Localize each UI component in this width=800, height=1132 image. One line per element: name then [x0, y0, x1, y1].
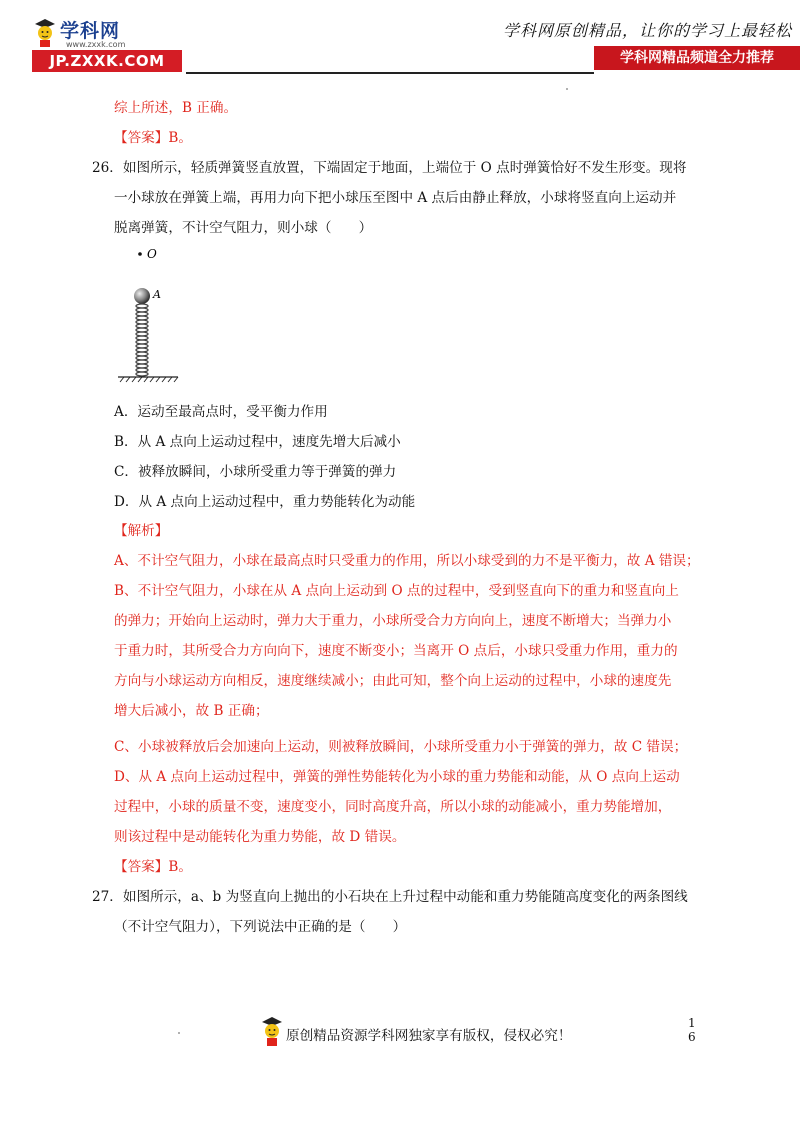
q26-stem-line-2: 一小球放在弹簧上端，再用力向下把小球压至图中 A 点后由静止释放，小球将竖直向上运动并 [114, 190, 677, 206]
q27-stem-line-2: （不计空气阻力），下列说法中正确的是（ ） [114, 919, 407, 935]
analysis-line: D、从 A 点向上运动过程中，弹簧的弹性势能转化为小球的重力势能和动能，从 O 点向上运动 [114, 769, 680, 785]
q26-answer: 【答案】B。 [114, 859, 192, 875]
prev-conclusion: 综上所述，B 正确。 [114, 100, 238, 116]
analysis-line: C、小球被释放后会加速向上运动，则被释放瞬间，小球所受重力小于弹簧的弹力，故 C 错误； [114, 739, 688, 755]
q26-stem-line-3: 脱离弹簧，不计空气阻力，则小球（ ） [114, 220, 373, 236]
analysis-line: 增大后减小，故 B 正确； [114, 703, 269, 719]
prev-answer: 【答案】B。 [114, 130, 192, 146]
spring-coil [136, 304, 148, 376]
promo-banner: 学科网精品频道全力推荐 [594, 46, 800, 70]
q27-stem-line-1: 27．如图所示，a、b 为竖直向上抛出的小石块在上升过程中动能和重力势能随高度变化的两条图线 [92, 889, 688, 905]
point-o-dot [138, 252, 142, 256]
label-o: O [147, 247, 157, 261]
brand-logo[interactable] [32, 16, 182, 72]
q26-option-c: C．被释放瞬间，小球所受重力等于弹簧的弹力 [114, 464, 397, 480]
site-badge: JP.ZXXK.COM [32, 50, 182, 72]
mascot-icon [32, 18, 58, 48]
q26-option-a: A．运动至最高点时，受平衡力作用 [114, 404, 328, 420]
analysis-title: 【解析】 [114, 523, 169, 539]
q26-option-b: B．从 A 点向上运动过程中，速度先增大后减小 [114, 434, 401, 450]
analysis-line: 方向与小球运动方向相反，速度继续减小；由此可知，整个向上运动的过程中，小球的速度先 [114, 673, 672, 689]
analysis-line: B、不计空气阻力，小球在从 A 点向上运动到 O 点的过程中，受到竖直向下的重力和竖直向上 [114, 583, 679, 599]
speck [178, 1032, 180, 1034]
ball [134, 288, 150, 304]
logo-text: 学科网 [60, 20, 121, 42]
footer-copyright: 原创精品资源学科网独家享有版权，侵权必究！ [286, 1028, 572, 1044]
q26-option-d: D．从 A 点向上运动过程中，重力势能转化为动能 [114, 494, 416, 510]
page-header [0, 0, 800, 80]
spring-figure [112, 244, 192, 384]
page-number-top: 1 [688, 1016, 696, 1030]
q26-stem-line-1: 26．如图所示，轻质弹簧竖直放置，下端固定于地面，上端位于 O 点时弹簧恰好不发生形变。现将 [92, 160, 687, 176]
analysis-line: 则该过程中是动能转化为重力势能，故 D 错误。 [114, 829, 406, 845]
analysis-line: 于重力时，其所受合力方向向下，速度不断变小；当离开 O 点后，小球只受重力作用，重力的 [114, 643, 678, 659]
logo-url: www.zxxk.com [66, 40, 126, 49]
analysis-line: 的弹力；开始向上运动时，弹力大于重力，小球所受合力方向向上，速度不断增大；当弹力小 [114, 613, 672, 629]
header-slogan: 学科网原创精品，让你的学习上最轻松 [502, 21, 792, 40]
ground [118, 377, 178, 382]
header-divider [186, 72, 594, 74]
speck [566, 88, 568, 90]
analysis-line: 过程中，小球的质量不变，速度变小，同时高度升高，所以小球的动能减小，重力势能增加， [114, 799, 672, 815]
label-a: A [153, 288, 161, 301]
footer-mascot-icon [260, 1016, 284, 1048]
page-number-bottom: 6 [688, 1030, 696, 1044]
analysis-line: A、不计空气阻力，小球在最高点时只受重力的作用，所以小球受到的力不是平衡力，故 A 错误； [114, 553, 700, 569]
